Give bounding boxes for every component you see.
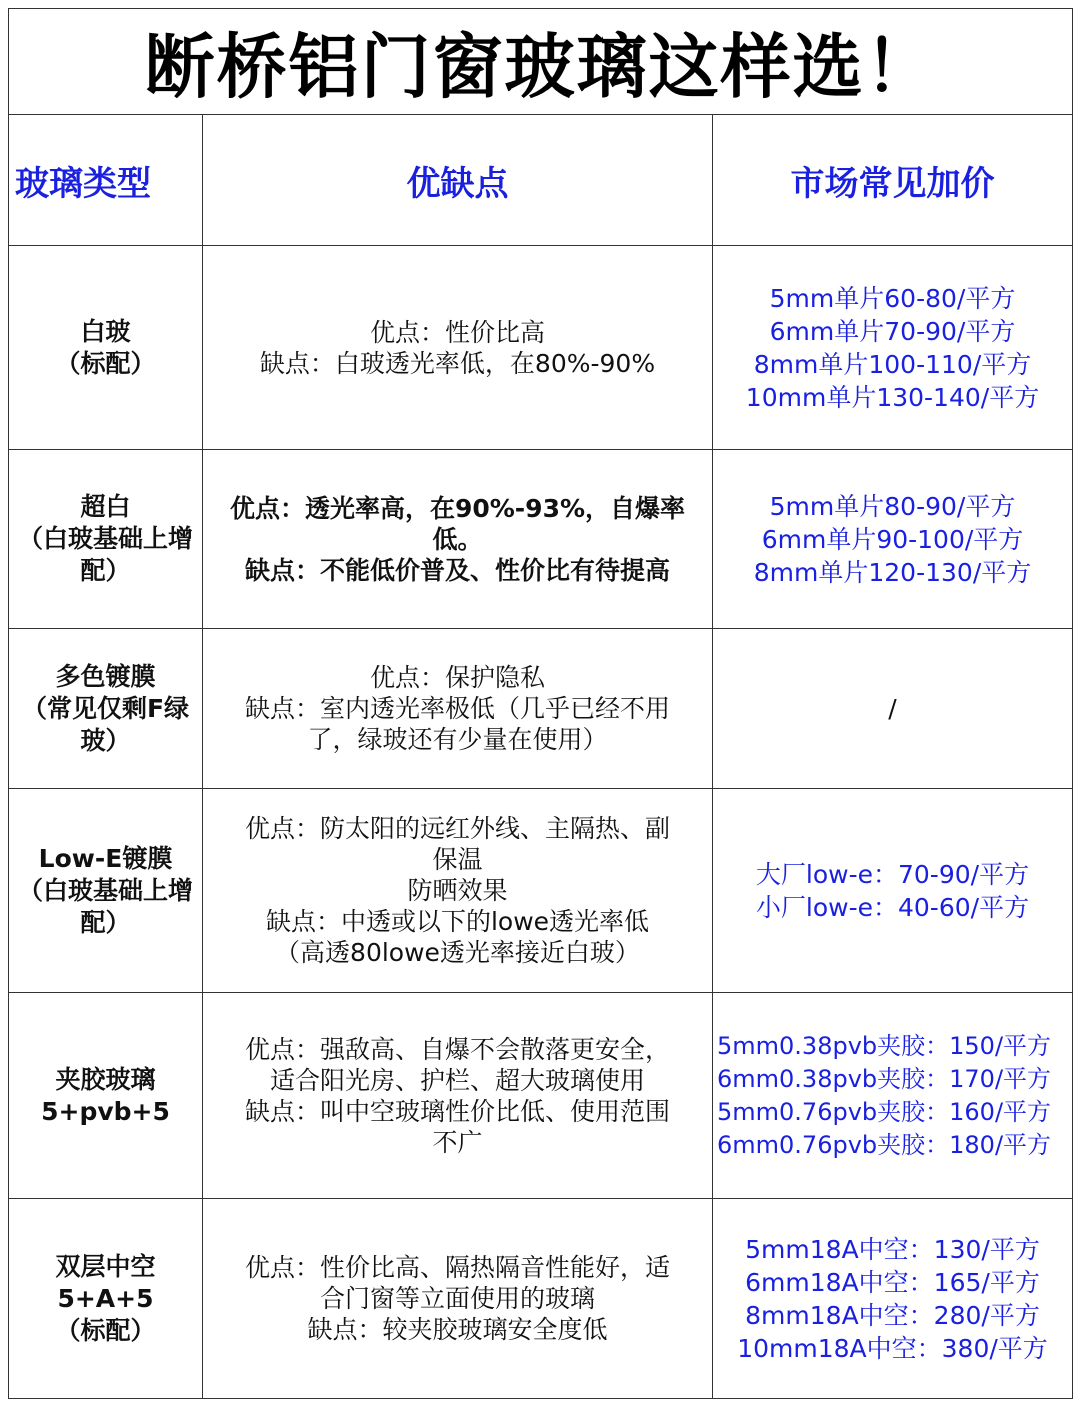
header-row xyxy=(9,115,1073,246)
glass-type-line: 夹胶玻璃 xyxy=(55,1064,156,1094)
price-cell xyxy=(713,1199,1073,1399)
pros-cons-line: 缺点：较夹胶玻璃安全度低 xyxy=(307,1315,608,1344)
table-row xyxy=(9,993,1073,1199)
pros-cons-line: 优点：保护隐私 xyxy=(369,663,545,692)
price-line: 5mm18A中空：130/平方 xyxy=(745,1234,1040,1264)
price-line: 5mm单片80-90/平方 xyxy=(769,491,1016,521)
header-glass-type: 玻璃类型 xyxy=(9,115,203,246)
pros-cons-line: 优点：防太阳的远红外线、主隔热、副 xyxy=(244,814,670,843)
table-row xyxy=(9,246,1073,450)
price-line: 8mm单片100-110/平方 xyxy=(753,349,1032,379)
glass-type-line: 多色镀膜 xyxy=(55,661,156,691)
price-line: 6mm0.38pvb夹胶：170/平方 xyxy=(717,1064,1052,1093)
price-line: 6mm单片70-90/平方 xyxy=(769,316,1016,346)
price-line: / xyxy=(888,694,897,723)
glass-type-line: （白玻基础上增 xyxy=(17,875,193,905)
pros-cons-line: 优点：强敌高、自爆不会散落更安全， xyxy=(244,1034,670,1064)
pros-cons-cell xyxy=(203,993,713,1199)
price-line: 5mm单片60-80/平方 xyxy=(769,283,1016,313)
table-row xyxy=(9,450,1073,629)
glass-type-cell xyxy=(9,993,203,1199)
glass-type-line: 玻） xyxy=(80,725,131,755)
pros-cons-cell xyxy=(203,629,713,789)
table-row xyxy=(9,1199,1073,1399)
table-row xyxy=(9,629,1073,789)
glass-type-line: （标配） xyxy=(55,1315,156,1345)
price-line: 6mm单片90-100/平方 xyxy=(761,524,1024,554)
page-title: 断桥铝门窗玻璃这样选！ xyxy=(9,9,1073,115)
pros-cons-cell xyxy=(203,246,713,450)
pros-cons-line: 保温 xyxy=(432,845,483,874)
glass-type-line: Low-E镀膜 xyxy=(38,843,173,873)
glass-type-line: 5+A+5 xyxy=(57,1283,154,1313)
glass-type-line: 白玻 xyxy=(80,316,131,346)
title-row xyxy=(9,9,1073,115)
glass-type-cell xyxy=(9,789,203,993)
pros-cons-line: 缺点：白玻透光率低，在80%-90% xyxy=(259,348,656,378)
price-line: 10mm单片130-140/平方 xyxy=(745,382,1040,412)
pros-cons-cell xyxy=(203,450,713,629)
price-cell xyxy=(713,789,1073,993)
price-cell xyxy=(713,246,1073,450)
price-line: 小厂low-e：40-60/平方 xyxy=(755,892,1030,922)
glass-type-line: （白玻基础上增 xyxy=(17,524,193,553)
glass-type-line: 配） xyxy=(80,556,131,585)
price-line: 大厂low-e：70-90/平方 xyxy=(755,859,1030,889)
price-line: 5mm0.38pvb夹胶：150/平方 xyxy=(717,1031,1052,1060)
pros-cons-line: 优点：透光率高，在90%-93%，自爆率 xyxy=(229,493,686,523)
pros-cons-cell xyxy=(203,789,713,993)
pros-cons-line: 低。 xyxy=(432,524,483,554)
price-line: 6mm0.76pvb夹胶：180/平方 xyxy=(717,1130,1052,1159)
pros-cons-line: 缺点：不能低价普及、性价比有待提高 xyxy=(244,555,670,585)
pros-cons-line: 不广 xyxy=(432,1127,483,1157)
glass-type-line: 双层中空 xyxy=(55,1251,156,1281)
pros-cons-line: 合门窗等立面使用的玻璃 xyxy=(319,1284,595,1313)
glass-type-cell xyxy=(9,450,203,629)
glass-type-cell xyxy=(9,629,203,789)
header-price: 市场常见加价 xyxy=(713,115,1073,246)
pros-cons-line: 防晒效果 xyxy=(407,876,508,905)
table-row xyxy=(9,789,1073,993)
price-cell xyxy=(713,629,1073,789)
glass-type-line: （标配） xyxy=(55,348,156,378)
glass-type-line: （常见仅剩F绿 xyxy=(21,693,190,723)
glass-type-line: 5+pvb+5 xyxy=(41,1096,170,1126)
glass-type-cell xyxy=(9,246,203,450)
price-line: 5mm0.76pvb夹胶：160/平方 xyxy=(717,1097,1052,1126)
price-line: 10mm18A中空：380/平方 xyxy=(737,1333,1048,1363)
pros-cons-line: 了，绿玻还有少量在使用） xyxy=(307,725,608,754)
price-cell xyxy=(713,993,1073,1199)
price-line: 8mm单片120-130/平方 xyxy=(753,557,1032,587)
pros-cons-line: 缺点：叫中空玻璃性价比低、使用范围 xyxy=(244,1096,670,1126)
pros-cons-cell xyxy=(203,1199,713,1399)
glass-type-line: 超白 xyxy=(80,492,131,521)
pros-cons-line: 缺点：室内透光率极低（几乎已经不用 xyxy=(244,694,670,723)
glass-type-cell xyxy=(9,1199,203,1399)
header-pros-cons: 优缺点 xyxy=(203,115,713,246)
price-line: 6mm18A中空：165/平方 xyxy=(745,1267,1040,1297)
pros-cons-line: （高透80lowe透光率接近白玻） xyxy=(275,938,640,967)
price-cell xyxy=(713,450,1073,629)
pros-cons-line: 优点：性价比高 xyxy=(369,317,545,347)
glass-type-line: 配） xyxy=(80,907,131,937)
price-line: 8mm18A中空：280/平方 xyxy=(745,1300,1040,1330)
pros-cons-line: 优点：性价比高、隔热隔音性能好，适 xyxy=(244,1253,670,1282)
pros-cons-line: 缺点：中透或以下的lowe透光率低 xyxy=(265,907,650,936)
pros-cons-line: 适合阳光房、护栏、超大玻璃使用 xyxy=(269,1065,645,1095)
glass-comparison-table xyxy=(8,8,1073,1399)
